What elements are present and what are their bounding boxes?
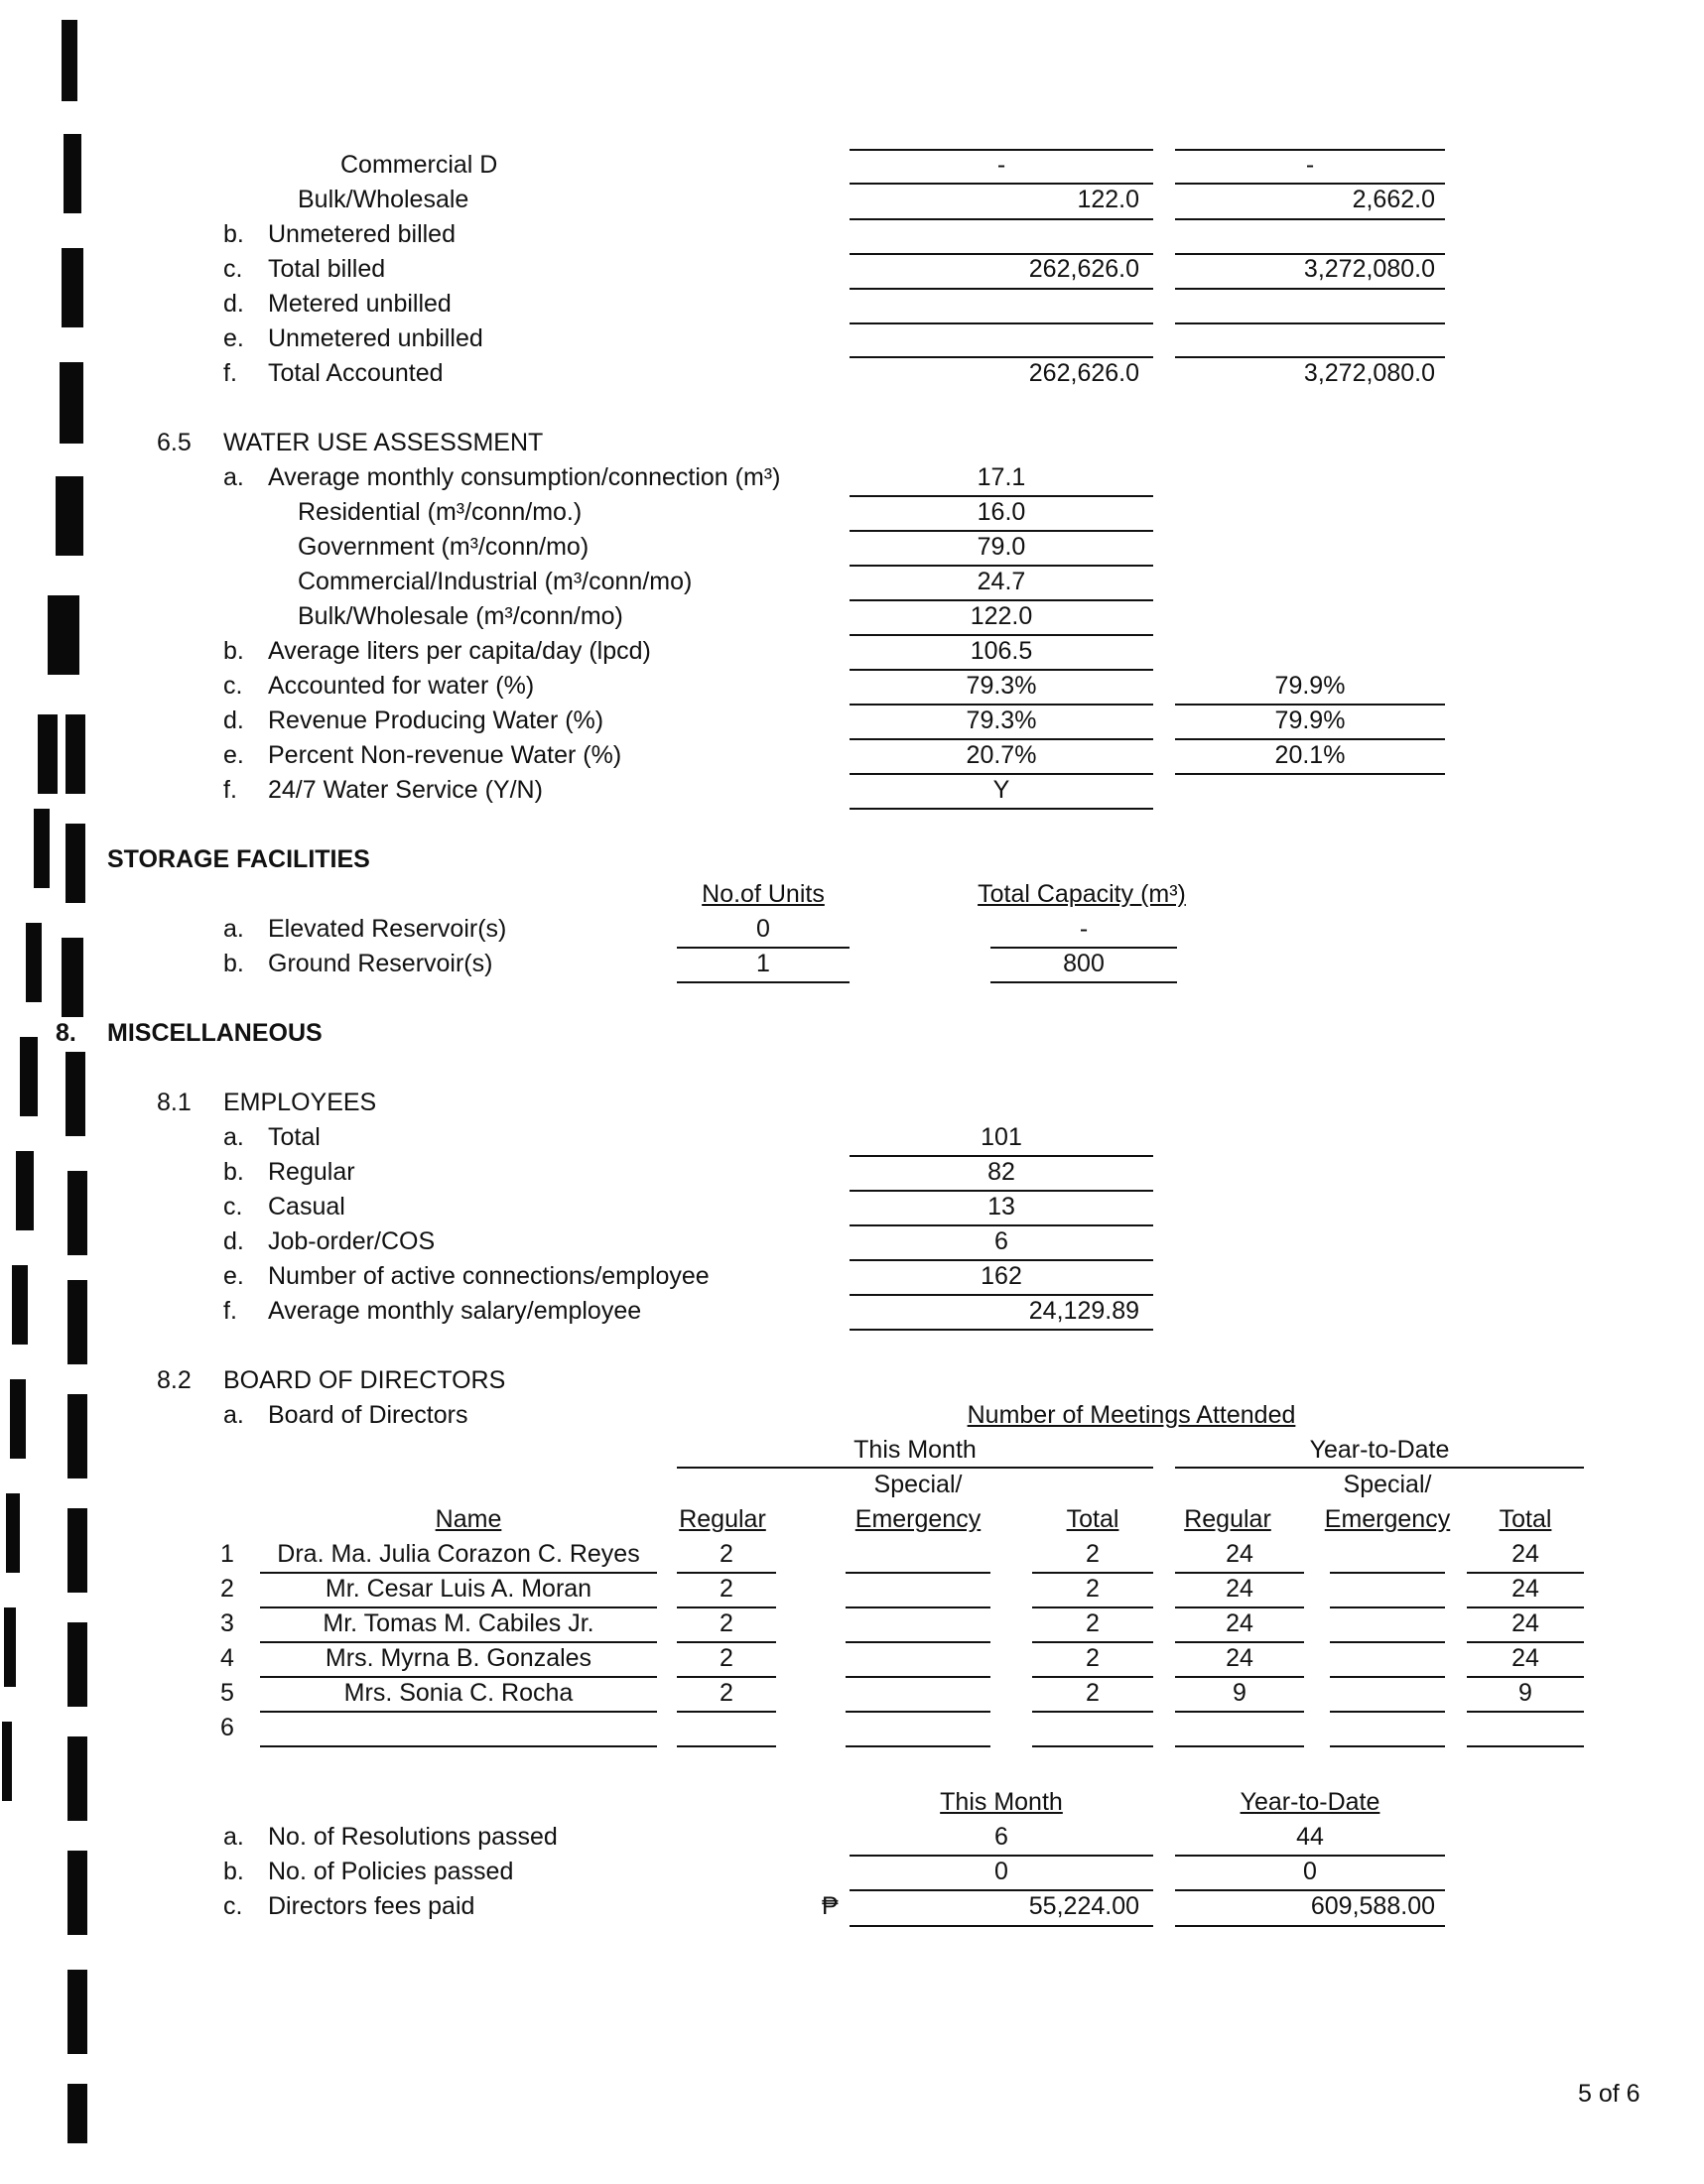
row-label: Metered unbilled: [268, 290, 452, 318]
row-letter: d.: [223, 707, 244, 734]
currency-symbol: ₱: [822, 1892, 839, 1920]
ytd-value: 20.1%: [1274, 741, 1346, 769]
row-letter: e.: [223, 741, 244, 769]
month-regular: 2: [720, 1644, 733, 1672]
row-letter: c.: [223, 255, 243, 283]
units-header: No.of Units: [702, 880, 825, 908]
month-value: 79.0: [977, 533, 1026, 561]
month-value: 24.7: [977, 568, 1026, 595]
summary-ytd-value: 609,588.00: [1310, 1892, 1435, 1920]
month-value: 262,626.0: [1028, 359, 1139, 387]
ytd-regular: 24: [1226, 1609, 1253, 1637]
month-total: 2: [1086, 1644, 1100, 1672]
month-total: 2: [1086, 1679, 1100, 1707]
row-label: Total Accounted: [268, 359, 444, 387]
ytd-value: 79.9%: [1274, 672, 1346, 700]
ytd-header: Year-to-Date: [1309, 1436, 1450, 1464]
month-regular: 2: [720, 1540, 733, 1568]
summary-ytd-value: 0: [1303, 1858, 1317, 1885]
row-letter: a.: [223, 1123, 244, 1151]
summary-month-value: 6: [994, 1823, 1008, 1851]
regular-header: Regular: [679, 1505, 766, 1533]
director-name: [260, 1713, 657, 1742]
row-label: Job-order/COS: [268, 1227, 436, 1255]
emergency-header: Emergency: [1324, 1505, 1451, 1533]
subsection-number: 8.1: [157, 1089, 192, 1116]
row-letter: b.: [223, 1158, 244, 1186]
total-header: Total: [1499, 1505, 1552, 1533]
row-label: Government (m³/conn/mo): [298, 533, 590, 561]
row-label: Ground Reservoir(s): [268, 950, 493, 977]
month-value: 79.3%: [966, 707, 1037, 734]
month-total: 2: [1086, 1540, 1100, 1568]
row-letter: d.: [223, 290, 244, 318]
subsection-title: BOARD OF DIRECTORS: [223, 1366, 506, 1394]
director-number: 4: [220, 1644, 234, 1672]
page-number: 5 of 6: [1578, 2080, 1640, 2108]
ytd-regular: 9: [1233, 1679, 1246, 1707]
capacity-value: 800: [1063, 950, 1105, 977]
director-number: 5: [220, 1679, 234, 1707]
month-value: 17.1: [977, 463, 1026, 491]
row-label: Total billed: [268, 255, 386, 283]
section-number: 8.: [56, 1019, 76, 1047]
units-value: 1: [756, 950, 770, 977]
row-label: Commercial D: [340, 151, 498, 179]
month-special: [846, 1574, 990, 1604]
month-value: Y: [992, 776, 1010, 804]
row-letter: e.: [223, 324, 244, 352]
employee-value: 6: [994, 1227, 1008, 1255]
ytd-regular: 24: [1226, 1644, 1253, 1672]
director-name: Mrs. Sonia C. Rocha: [343, 1679, 574, 1707]
row-label: Bulk/Wholesale (m³/conn/mo): [298, 602, 623, 630]
section-title: STORAGE FACILITIES: [107, 845, 370, 873]
ytd-value: 79.9%: [1274, 707, 1346, 734]
month-value: 20.7%: [966, 741, 1037, 769]
month-value: 122.0: [1077, 186, 1139, 213]
row-label: Board of Directors: [268, 1401, 468, 1429]
ytd-total: 24: [1511, 1540, 1539, 1568]
summary-this-month-header: This Month: [940, 1788, 1063, 1816]
capacity-value: -: [1079, 915, 1089, 943]
ytd-special: [1330, 1608, 1445, 1638]
total-header: Total: [1066, 1505, 1119, 1533]
director-name: Mr. Tomas M. Cabiles Jr.: [323, 1609, 594, 1637]
name-header: Name: [435, 1505, 502, 1533]
director-name: Mrs. Myrna B. Gonzales: [325, 1644, 592, 1672]
row-letter: a.: [223, 1823, 244, 1851]
row-label: Residential (m³/conn/mo.): [298, 498, 583, 526]
month-special: [846, 1539, 990, 1569]
ytd-value: -: [1305, 151, 1315, 179]
units-value: 0: [756, 915, 770, 943]
month-value: -: [996, 151, 1006, 179]
capacity-header: Total Capacity (m³): [978, 880, 1186, 908]
month-value: 106.5: [970, 637, 1033, 665]
director-number: 2: [220, 1575, 234, 1603]
row-label: Accounted for water (%): [268, 672, 535, 700]
row-label: Bulk/Wholesale: [298, 186, 469, 213]
ytd-value: 3,272,080.0: [1303, 359, 1435, 387]
director-number: 3: [220, 1609, 234, 1637]
row-letter: c.: [223, 1892, 243, 1920]
row-letter: b.: [223, 220, 244, 248]
row-label: Number of active connections/employee: [268, 1262, 710, 1290]
row-label: Average monthly salary/employee: [268, 1297, 642, 1325]
row-letter: b.: [223, 950, 244, 977]
ytd-special: [1330, 1574, 1445, 1604]
row-letter: a.: [223, 1401, 244, 1429]
summary-month-value: 0: [994, 1858, 1008, 1885]
row-label: Regular: [268, 1158, 355, 1186]
row-label: Average liters per capita/day (lpcd): [268, 637, 651, 665]
summary-ytd-value: 44: [1296, 1823, 1324, 1851]
employee-value: 162: [981, 1262, 1022, 1290]
row-label: No. of Resolutions passed: [268, 1823, 558, 1851]
row-label: Average monthly consumption/connection (m³): [268, 463, 781, 491]
row-letter: c.: [223, 672, 243, 700]
this-month-header: This Month: [853, 1436, 977, 1464]
row-label: Elevated Reservoir(s): [268, 915, 507, 943]
month-special: [846, 1608, 990, 1638]
month-regular: 2: [720, 1679, 733, 1707]
month-value: 262,626.0: [1028, 255, 1139, 283]
month-value: 16.0: [977, 498, 1026, 526]
special-header: Special/: [873, 1471, 963, 1498]
row-label: Commercial/Industrial (m³/conn/mo): [298, 568, 693, 595]
director-number: 1: [220, 1540, 234, 1568]
section-number: 6.5: [157, 429, 192, 456]
special-header: Special/: [1343, 1471, 1432, 1498]
ytd-total: 24: [1511, 1575, 1539, 1603]
row-label: Unmetered unbilled: [268, 324, 483, 352]
ytd-regular: 24: [1226, 1540, 1253, 1568]
row-letter: f.: [223, 1297, 237, 1325]
month-regular: 2: [720, 1575, 733, 1603]
row-label: Directors fees paid: [268, 1892, 475, 1920]
row-label: Casual: [268, 1193, 345, 1220]
ytd-value: 2,662.0: [1352, 186, 1435, 213]
director-name: Mr. Cesar Luis A. Moran: [325, 1575, 592, 1603]
month-total: 2: [1086, 1575, 1100, 1603]
emergency-header: Emergency: [854, 1505, 982, 1533]
regular-header: Regular: [1184, 1505, 1271, 1533]
month-value: 79.3%: [966, 672, 1037, 700]
row-label: Unmetered billed: [268, 220, 456, 248]
row-letter: a.: [223, 463, 244, 491]
ytd-total: 9: [1518, 1679, 1532, 1707]
row-label: Total: [268, 1123, 321, 1151]
month-total: 2: [1086, 1609, 1100, 1637]
section-title: MISCELLANEOUS: [107, 1019, 323, 1047]
subsection-number: 8.2: [157, 1366, 192, 1394]
summary-month-value: 55,224.00: [1028, 1892, 1139, 1920]
section-title: WATER USE ASSESSMENT: [223, 429, 544, 456]
row-letter: c.: [223, 1193, 243, 1220]
ytd-special: [1330, 1678, 1445, 1708]
employee-value: 24,129.89: [1028, 1297, 1139, 1325]
row-label: Revenue Producing Water (%): [268, 707, 604, 734]
row-letter: f.: [223, 359, 237, 387]
month-special: [846, 1643, 990, 1673]
row-letter: d.: [223, 1227, 244, 1255]
row-label: Percent Non-revenue Water (%): [268, 741, 622, 769]
row-letter: a.: [223, 915, 244, 943]
row-label: 24/7 Water Service (Y/N): [268, 776, 543, 804]
director-number: 6: [220, 1714, 234, 1741]
summary-ytd-header: Year-to-Date: [1240, 1788, 1380, 1816]
month-special: [846, 1678, 990, 1708]
employee-value: 101: [981, 1123, 1022, 1151]
month-regular: 2: [720, 1609, 733, 1637]
meetings-header: Number of Meetings Attended: [967, 1401, 1296, 1429]
employee-value: 13: [987, 1193, 1015, 1220]
month-value: 122.0: [970, 602, 1033, 630]
ytd-value: 3,272,080.0: [1303, 255, 1435, 283]
ytd-total: 24: [1511, 1609, 1539, 1637]
subsection-title: EMPLOYEES: [223, 1089, 377, 1116]
ytd-total: 24: [1511, 1644, 1539, 1672]
employee-value: 82: [987, 1158, 1015, 1186]
ytd-special: [1330, 1539, 1445, 1569]
director-name: Dra. Ma. Julia Corazon C. Reyes: [277, 1540, 640, 1568]
row-letter: e.: [223, 1262, 244, 1290]
ytd-special: [1330, 1643, 1445, 1673]
row-letter: b.: [223, 637, 244, 665]
row-label: No. of Policies passed: [268, 1858, 514, 1885]
ytd-regular: 24: [1226, 1575, 1253, 1603]
row-letter: f.: [223, 776, 237, 804]
row-letter: b.: [223, 1858, 244, 1885]
